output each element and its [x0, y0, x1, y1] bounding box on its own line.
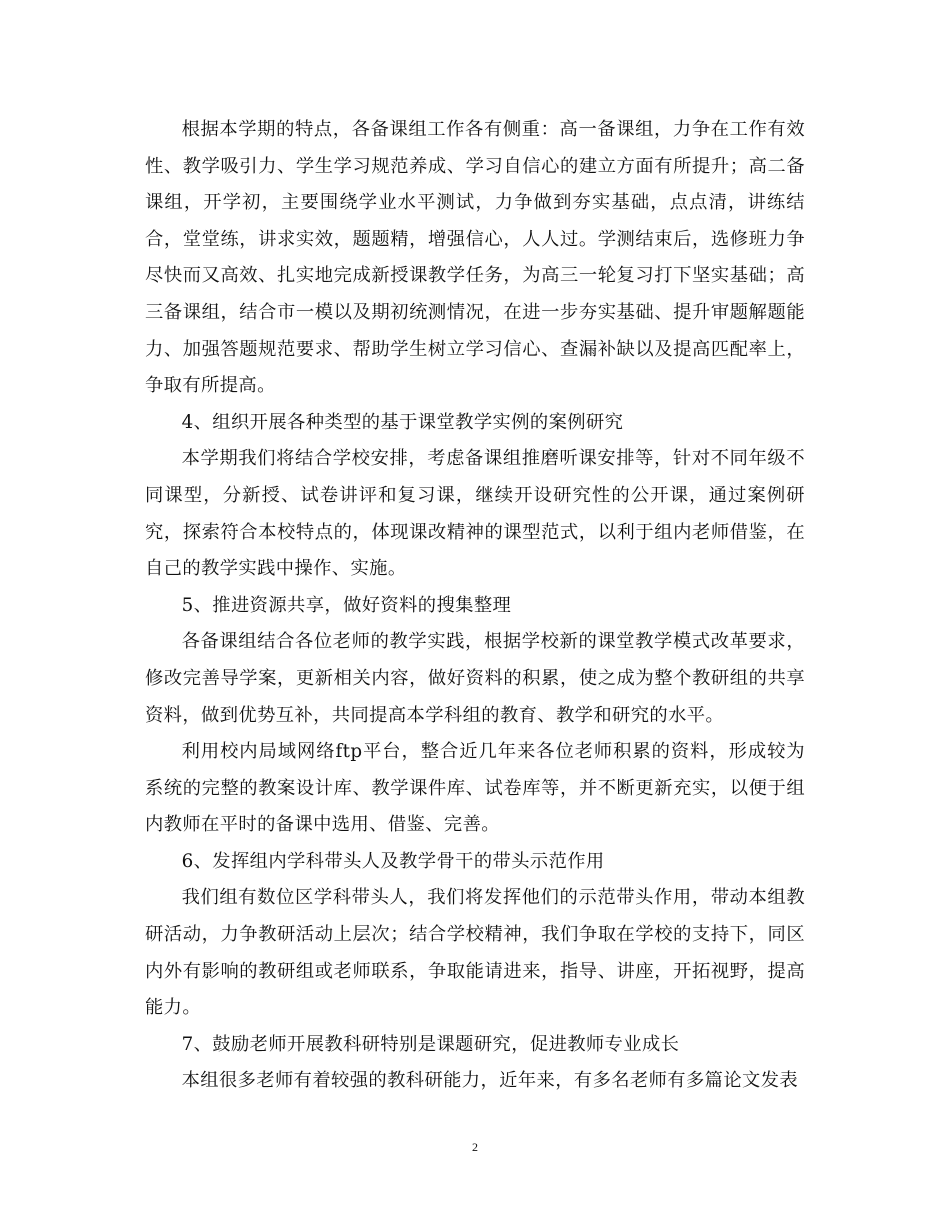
- page-number: 2: [472, 1140, 478, 1154]
- heading-case-study: 4、组织开展各种类型的基于课堂教学实例的案例研究: [181, 411, 624, 433]
- heading-research-encouragement: 7、鼓励老师开展教科研特别是课题研究，促进教师专业成长: [181, 1033, 680, 1055]
- heading-leader-role: 6、发挥组内学科带头人及教学骨干的带头示范作用: [181, 850, 605, 872]
- paragraph-case-study: 本学期我们将结合学校安排，考虑备课组推磨听课安排等，针对不同年级不同课型，分新授、试卷讲评和复习课，继续开设研究性的公开课，通过案例研究，探索符合本校特点的，体现课改精神的课型范式，以利于组内老师借鉴，在自己的教学实践中操作、实施。: [145, 448, 805, 580]
- paragraph-research-encouragement: 本组很多老师有着较强的教科研能力，近年来，有多名老师有多篇论文发表: [181, 1070, 799, 1092]
- paragraph-leader-role: 我们组有数位区学科带头人，我们将发挥他们的示范带头作用，带动本组教研活动，力争教研活动上层次；结合学校精神，我们争取在学校的支持下，同区内外有影响的教研组或老师联系，争取能请进来，指导、讲座，开拓视野，提高能力。: [145, 887, 805, 1019]
- document-body: [145, 112, 805, 1100]
- paragraph-course-group-focus: 根据本学期的特点，各备课组工作各有侧重：高一备课组，力争在工作有效性、教学吸引力、学生学习规范养成、学习自信心的建立方面有所提升；高二备课组，开学初，主要围绕学业水平测试，力争做到夯实基础，点点清，讲练结合，堂堂练，讲求实效，题题精，增强信心，人人过。学测结束后，选修班力争尽快而又高效、扎实地完成新授课教学任务，为高三一轮复习打下坚实基础；高三备课组，结合市一模以及期初统测情况，在进一步夯实基础、提升审题解题能力、加强答题规范要求、帮助学生树立学习信心、查漏补缺以及提高匹配率上，争取有所提高。: [145, 119, 805, 397]
- paragraph-resource-sharing: 各备课组结合各位老师的教学实践，根据学校新的课堂教学模式改革要求，修改完善导学案，更新相关内容，做好资料的积累，使之成为整个教研组的共享资料，做到优势互补，共同提高本学科组的教育、教学和研究的水平。: [145, 631, 805, 726]
- heading-resource-sharing: 5、推进资源共享，做好资料的搜集整理: [181, 594, 512, 616]
- paragraph-ftp-platform: 利用校内局域网络ftp平台，整合近几年来各位老师积累的资料，形成较为系统的完整的教案设计库、教学课件库、试卷库等，并不断更新充实，以便于组内教师在平时的备课中选用、借鉴、完善。: [145, 741, 805, 836]
